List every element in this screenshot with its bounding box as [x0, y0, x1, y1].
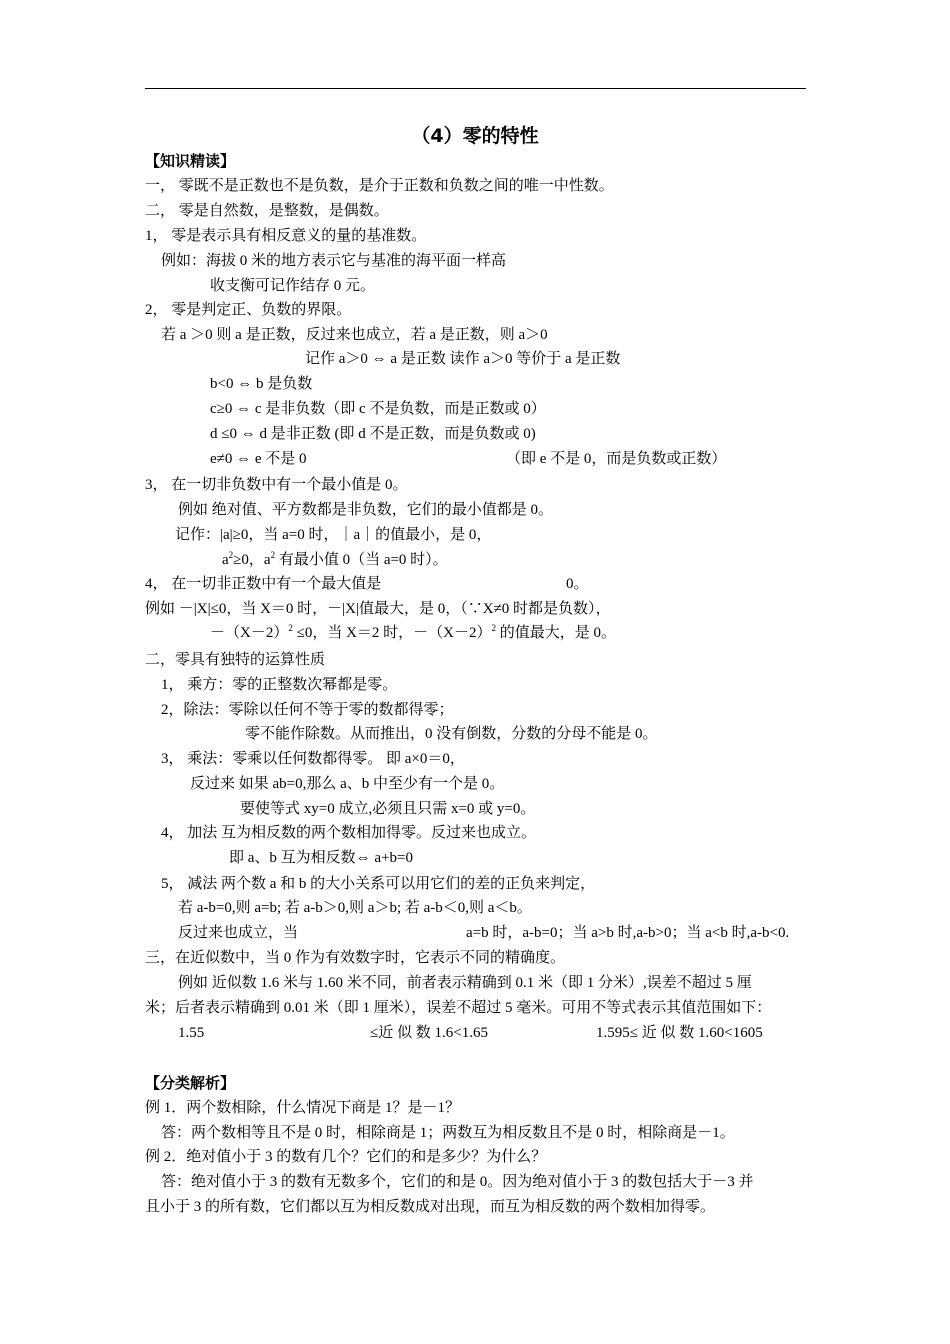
text-line: 4， 加法 互为相反数的两个数相加得零。反过来也成立。	[161, 825, 537, 841]
text-line: 答：绝对值小于 3 的数有无数多个，它们的和是 0。因为绝对值小于 3 的数包括大于－3 并	[161, 1174, 754, 1190]
text-line: 例如 －|X|≤0，当 X＝0 时，－|X|值最大，是 0，（∵X≠0 时都是负数），	[145, 601, 611, 617]
text-line: 若 a ＞0 则 a 是正数，反过来也成立，若 a 是正数，则 a＞0	[161, 327, 548, 343]
text-line: b<0 ⇔ b 是负数	[210, 376, 313, 392]
text-line: 1.55	[178, 1025, 205, 1041]
text-line: 记作：|a|≥0，当 a=0 时，｜a｜的值最小，是 0，	[175, 527, 492, 543]
text-line: 二，零具有独特的运算性质	[145, 652, 326, 668]
text-line: 二， 零是自然数，是整数，是偶数。	[145, 203, 389, 219]
page-title: （4）零的特性	[411, 125, 539, 147]
text-line: 例如：海拔 0 米的地方表示它与基准的海平面一样高	[161, 253, 507, 269]
text-line: ≤近 似 数 1.6<1.65	[370, 1025, 488, 1041]
text-line: 例 1．两个数相除，什么情况下商是 1？是－1？	[145, 1100, 461, 1116]
text-line: 0。	[566, 576, 589, 592]
text-line: 要使等式 xy=0 成立,必须且只需 x=0 或 y=0。	[240, 801, 536, 817]
text-line: $-(X-2)^2 \le 0$，当 X＝2 时，$-(X-2)^2$ 的值最大，是 0。	[210, 623, 617, 641]
text-line: 例如 绝对值、平方数都是非负数，它们的最小值都是 0。	[178, 502, 554, 518]
text-line: 例如 近似数 1.6 米与 1.60 米不同，前者表示精确到 0.1 米（即 1 分米）,误差不超过 5 厘	[178, 975, 752, 991]
text-line: 5， 减法 两个数 a 和 b 的大小关系可以用它们的差的正负来判定，	[161, 876, 596, 892]
text-line: 4， 在一切非正数中有一个最大值是	[145, 576, 382, 592]
section-heading-knowledge: 【知识精读】	[145, 152, 236, 170]
header-rule	[145, 88, 806, 89]
text-line: 1.595≤ 近 似 数 1.60<1605	[596, 1025, 763, 1041]
text-line: 三，在近似数中，当 0 作为有效数字时，它表示不同的精确度。	[145, 950, 566, 966]
text-line: $a^2\ge 0$，$a^2$ 有最小值 0（当 a=0 时）。	[222, 550, 448, 568]
text-line: 即 a、b 互为相反数⇔ a+b=0	[229, 850, 413, 866]
text-line: 若 a-b=0,则 a=b; 若 a-b＞0,则 a＞b; 若 a-b＜0,则 a＜b。	[178, 900, 532, 916]
text-line: c≥0 ⇔ c 是非负数（即 c 不是负数，而是正数或 0）	[210, 401, 546, 417]
text-line: 1， 乘方：零的正整数次幂都是零。	[161, 677, 398, 693]
text-line: 零不能作除数。从而推出，0 没有倒数，分数的分母不能是 0。	[245, 726, 658, 742]
text-line: 反过来也成立，当	[178, 925, 299, 941]
text-line: 收支衡可记作结存 0 元。	[210, 278, 376, 294]
text-line: 3， 乘法：零乘以任何数都得零。 即 a×0＝0，	[161, 751, 465, 767]
text-line: 且小于 3 的所有数，它们都以互为相反数成对出现，而互为相反数的两个数相加得零。	[145, 1199, 716, 1215]
text-line: 3， 在一切非负数中有一个最小值是 0。	[145, 477, 408, 493]
text-line: 2，除法：零除以任何不等于零的数都得零；	[161, 702, 454, 718]
text-line: 记作 a＞0 ⇔ a 是正数 读作 a＞0 等价于 a 是正数	[305, 351, 621, 367]
text-line: d ≤0 ⇔ d 是非正数 (即 d 不是正数，而是负数或 0)	[210, 426, 536, 442]
text-line: 米；后者表示精确到 0.01 米（即 1 厘米），误差不超过 5 毫米。可用不等式表示其值范围如下：	[145, 1000, 772, 1016]
section-heading-analysis: 【分类解析】	[145, 1074, 236, 1092]
text-line: 1， 零是表示具有相反意义的量的基准数。	[145, 228, 427, 244]
text-line: （即 e 不是 0，而是负数或正数）	[506, 451, 727, 467]
text-line: 反过来 如果 ab=0,那么 a、b 中至少有一个是 0。	[190, 776, 505, 792]
text-line: 2， 零是判定正、负数的界限。	[145, 302, 352, 318]
text-line: 例 2．绝对值小于 3 的数有几个？它们的和是多少？为什么？	[145, 1149, 547, 1165]
text-line: a=b 时，a-b=0；当 a>b 时,a-b>0；当 a<b 时,a-b<0.	[466, 925, 790, 941]
text-line: e≠0 ⇔ e 不是 0	[210, 451, 307, 467]
text-line: 一， 零既不是正数也不是负数，是介于正数和负数之间的唯一中性数。	[145, 178, 614, 194]
text-line: 答：两个数相等且不是 0 时，相除商是 1；两数互为相反数且不是 0 时，相除商是－1。	[161, 1125, 735, 1141]
